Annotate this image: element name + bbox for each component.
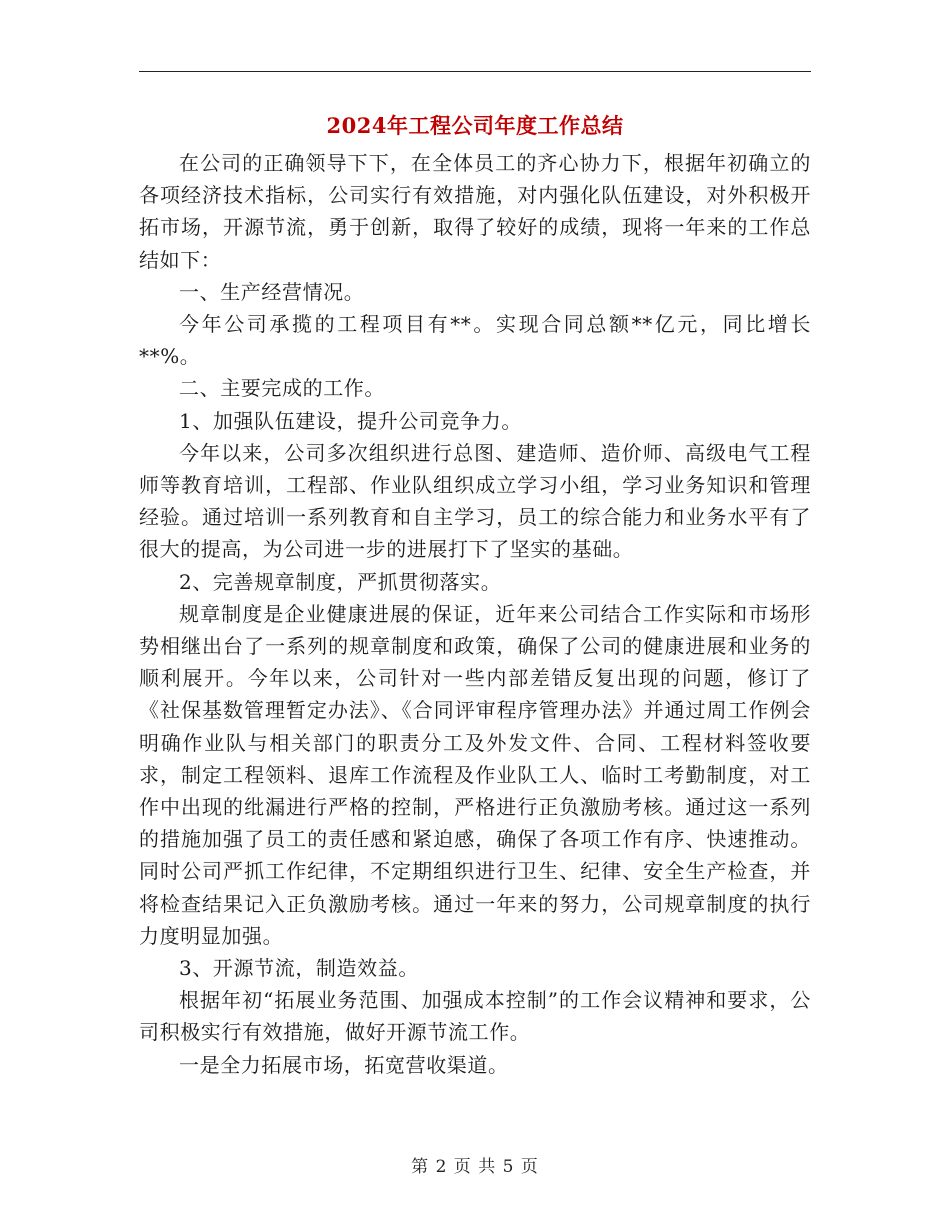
document-title: 2024年工程公司年度工作总结 — [326, 113, 624, 138]
subheading-3: 3、开源节流，制造效益。 — [179, 956, 419, 981]
page-number-footer: 第 2 页 共 5 页 — [411, 1157, 539, 1177]
heading-section-1: 一、生产经营情况。 — [179, 279, 365, 304]
header-rule — [139, 71, 811, 72]
paragraph-production: 今年公司承揽的工程项目有**。实现合同总额**亿元，同比增长**%。 — [139, 312, 811, 369]
subheading-1: 1、加强队伍建设，提升公司竞争力。 — [179, 408, 522, 433]
paragraph-cost-control: 根据年初“拓展业务范围、加强成本控制”的工作会议精神和要求，公司积极实行有效措施，做好开源节流工作。 — [139, 988, 811, 1045]
paragraph-market: 一是全力拓展市场，拓宽营收渠道。 — [179, 1052, 509, 1077]
heading-section-2: 二、主要完成的工作。 — [179, 376, 385, 401]
paragraph-regulations: 规章制度是企业健康进展的保证，近年来公司结合工作实际和市场形势相继出台了一系列的规章制度和政策，确保了公司的健康进展和业务的顺利展开。今年以来，公司针对一些内部差错反复出现的问题，修订了《社保基数管理暂定办法》、《合同评审程序管理办法》并通过周工作例会明确作业队与相关部门的职责分工及外发文件、合同、工程材料签收要求，制定工程领料、退库工作流程及作业队工人、临时工考勤制度，对工作中出现的纰漏进行严格的控制，严格进行正负激励考核。通过这一系列的措施加强了员工的责任感和紧迫感，确保了各项工作有序、快速推动。同时公司严抓工作纪律，不定期组织进行卫生、纪律、安全生产检查，并将检查结果记入正负激励考核。通过一年来的努力，公司规章制度的执行力度明显加强。 — [139, 601, 811, 948]
subheading-2: 2、完善规章制度，严抓贯彻落实。 — [179, 569, 502, 594]
paragraph-intro: 在公司的正确领导下下，在全体员工的齐心协力下，根据年初确立的各项经济技术指标，公司实行有效措施，对内强化队伍建设，对外积极开拓市场，开源节流，勇于创新，取得了较好的成绩，现将一年来的工作总结如下： — [139, 151, 811, 272]
document-body — [139, 147, 811, 1081]
paragraph-training: 今年以来，公司多次组织进行总图、建造师、造价师、高级电气工程师等教育培训，工程部、作业队组织成立学习小组，学习业务知识和管理经验。通过培训一系列教育和自主学习，员工的综合能力和业务水平有了很大的提高，为公司进一步的进展打下了坚实的基础。 — [139, 440, 811, 562]
